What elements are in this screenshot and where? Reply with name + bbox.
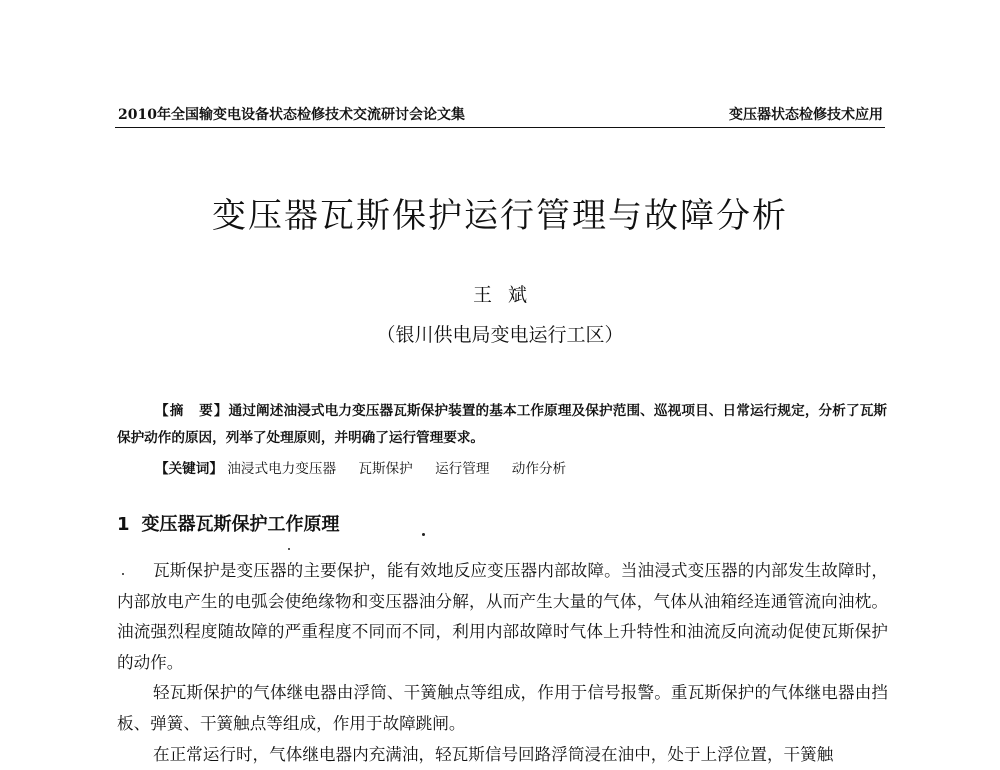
keywords-label: 【关键词】 — [155, 461, 223, 477]
scan-speck — [422, 533, 425, 536]
keyword-item: 动作分析 — [511, 461, 567, 477]
section-body — [117, 556, 888, 770]
author-name: 王斌 — [472, 284, 543, 306]
section-title: 变压器瓦斯保护工作原理 — [141, 514, 340, 535]
abstract — [117, 398, 887, 452]
body-paragraph: 在正常运行时，气体继电器内充满油，轻瓦斯信号回路浮筒浸在油中，处于上浮位置，干簧触 — [153, 744, 834, 764]
header-rule — [115, 127, 885, 128]
scan-speck — [288, 548, 290, 550]
keyword-item: 运行管理 — [435, 461, 490, 477]
running-header-right: 变压器状态检修技术应用 — [729, 107, 883, 123]
paper-title: 变压器瓦斯保护运行管理与故障分析 — [212, 196, 788, 236]
abstract-text: 通过阐述油浸式电力变压器瓦斯保护装置的基本工作原理及保护范围、巡视项目、日常运行规定，分析了瓦斯保护动作的原因，列举了处理原则，并明确了运行管理要求。 — [117, 403, 888, 446]
keywords — [155, 456, 584, 483]
keyword-item: 瓦斯保护 — [358, 461, 413, 477]
keyword-item: 油浸式电力变压器 — [227, 461, 337, 477]
section-heading — [117, 510, 340, 536]
section-number: 1 — [117, 514, 130, 535]
body-paragraph: 瓦斯保护是变压器的主要保护，能有效地反应变压器内部故障。当油浸式变压器的内部发生故障时，内部放电产生的电弧会使绝缘物和变压器油分解，从而产生大量的气体，气体从油箱经连通管流向油枕。油流强烈程度随故障的严重程度不同而不同，利用内部故障时气体上升特性和油流反向流动促使瓦斯保护的动作。 — [117, 561, 888, 672]
abstract-label: 【摘 要】 — [155, 403, 229, 419]
author-affiliation: （银川供电局变电运行工区） — [376, 324, 624, 346]
running-header-left: 2010年全国输变电设备状态检修技术交流研讨会论文集 — [118, 107, 465, 123]
scan-speck — [122, 573, 124, 575]
body-paragraph: 轻瓦斯保护的气体继电器由浮筒、干簧触点等组成，作用于信号报警。重瓦斯保护的气体继电器由挡板、弹簧、干簧触点等组成，作用于故障跳闸。 — [117, 683, 888, 733]
